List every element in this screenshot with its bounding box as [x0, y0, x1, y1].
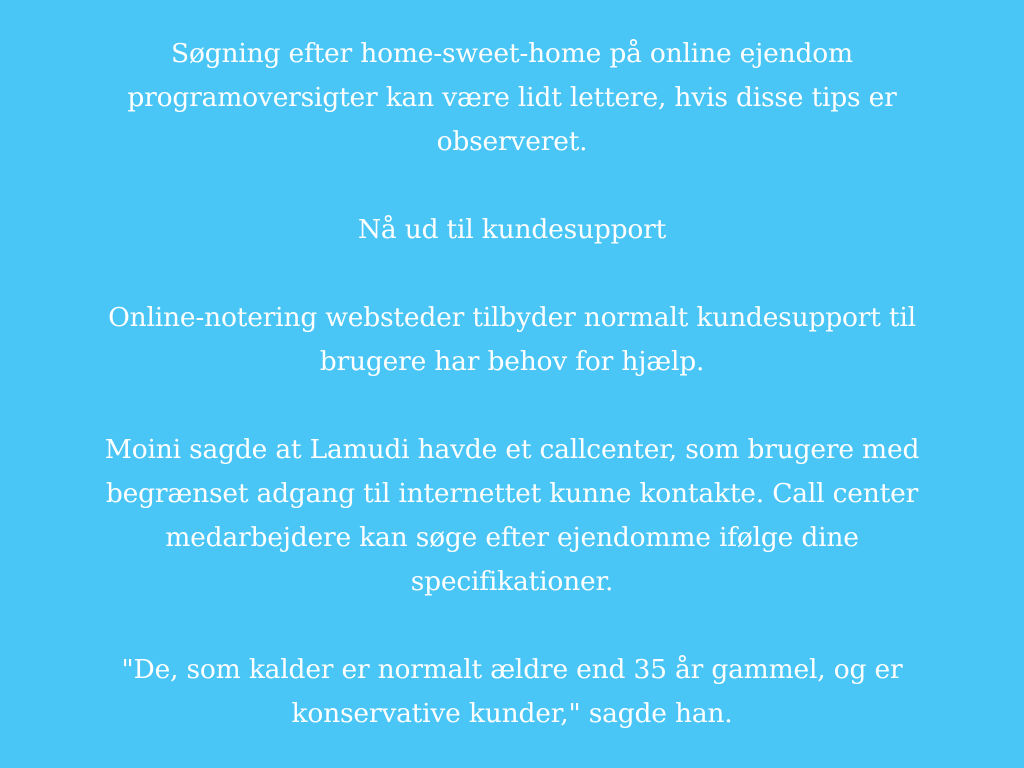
text-line: programoversigter kan være lidt lettere, hvis disse tips er — [127, 82, 897, 113]
text-line: observeret. — [436, 126, 588, 157]
text-line: Nå ud til kundesupport — [357, 214, 667, 245]
text-line: brugere har behov for hjælp. — [319, 346, 705, 377]
text-line: medarbejdere kan søge efter ejendomme ifølge dine — [165, 522, 859, 553]
text-line: specifikationer. — [410, 566, 614, 597]
text-line: Moini sagde at Lamudi havde et callcenter, som brugere med — [104, 434, 920, 465]
quote-paragraph — [20, 648, 1004, 736]
callcenter-paragraph — [20, 428, 1004, 604]
intro-paragraph — [20, 32, 1004, 164]
text-line: "De, som kalder er normalt ældre end 35 år gammel, og er — [121, 654, 903, 685]
text-line: Søgning efter home-sweet-home på online ejendom — [171, 38, 853, 69]
text-line: begrænset adgang til internettet kunne kontakte. Call center — [105, 478, 919, 509]
section-heading — [20, 208, 1004, 252]
support-paragraph — [20, 296, 1004, 384]
text-line: Online-notering websteder tilbyder normalt kundesupport til — [108, 302, 916, 333]
text-line: konservative kunder," sagde han. — [291, 698, 733, 729]
